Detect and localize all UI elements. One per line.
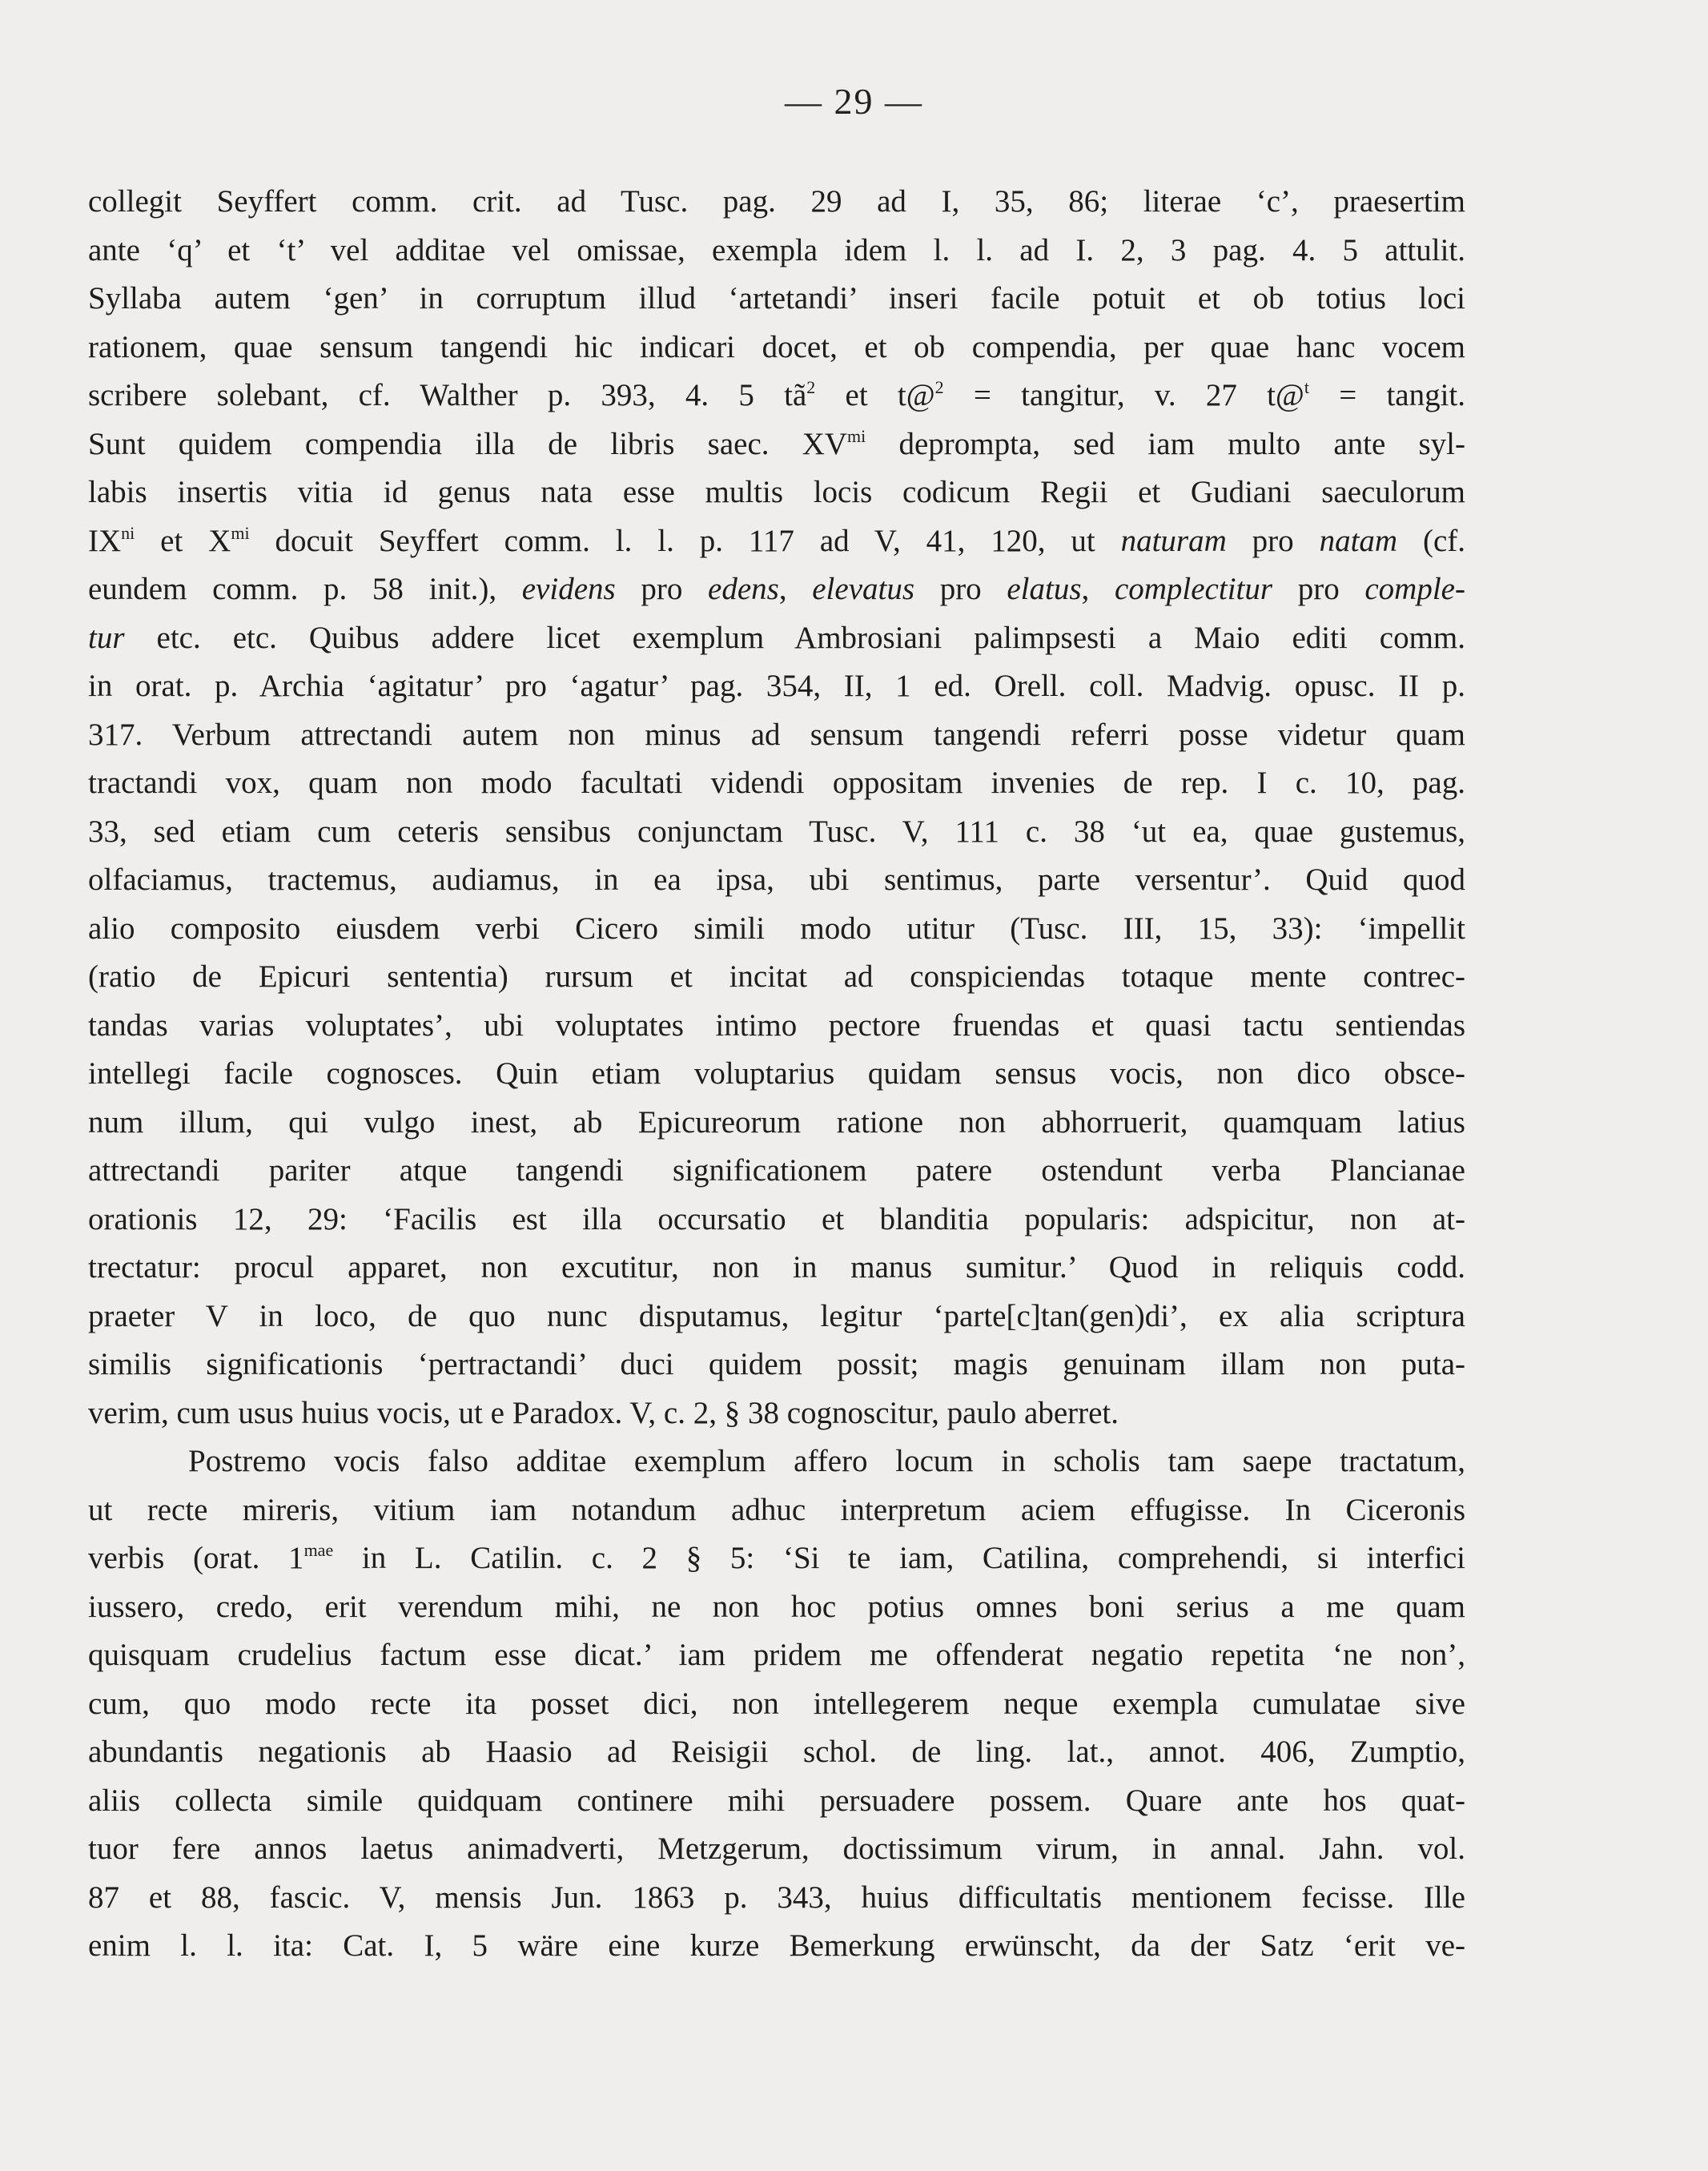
text-line: $IX^{ni}$ et $X^{mi}$ docuit Seyffert comm. l. l. p. 117 ad V, 41, 120, ut naturam pro natam (cf.	[88, 522, 1465, 558]
text-line: (ratio de Epicuri sententia) rursum et incitat ad conspiciendas totaque mente contrec-	[88, 959, 1465, 994]
text-line: verbis (orat. $1^{mae}$ in L. Catilin. c. 2 § 5: ‘Si te iam, Catilina, comprehendi, si interfici	[88, 1540, 1465, 1575]
text-line: attrectandi pariter atque tangendi significationem patere ostendunt verba Plancianae	[88, 1153, 1465, 1188]
text-line: enim l. l. ita: Cat. I, 5 wäre eine kurze Bemerkung erwünscht, da der Satz ‘erit ve-	[88, 1928, 1465, 1963]
text-line: abundantis negationis ab Haasio ad Reisigii schol. de ling. lat., annot. 406, Zumptio,	[88, 1735, 1465, 1769]
text-line: collegit Seyffert comm. crit. ad Tusc. pag. 29 ad I, 35, 86; literae ‘c’, praesertim	[88, 184, 1465, 219]
text-line: orationis 12, 29: ‘Facilis est illa occursatio et blanditia popularis: adspicitur, non at-	[88, 1201, 1465, 1236]
text-line: aliis collecta simile quidquam continere mihi persuadere possem. Quare ante hos quat-	[88, 1783, 1465, 1818]
text-line: 317. Verbum attrectandi autem non minus ad sensum tangendi referri posse videtur quam	[88, 717, 1465, 752]
text-line: similis significationis ‘pertractandi’ duci quidem possit; magis genuinam illam non puta-	[88, 1347, 1465, 1381]
text-line: in orat. p. Archia ‘agitatur’ pro ‘agatur’ pag. 354, II, 1 ed. Orell. coll. Madvig. opusc. II p.	[88, 669, 1465, 703]
text-line: alio composito eiusdem verbi Cicero simili modo utitur (Tusc. III, 15, 33): ‘impellit	[88, 911, 1465, 946]
text-line: tur etc. etc. Quibus addere licet exemplum Ambrosiani palimpsesti a Maio editi comm.	[88, 620, 1465, 655]
text-line: iussero, credo, erit verendum mihi, ne non hoc potius omnes boni serius a me quam	[88, 1589, 1465, 1624]
text-line: 87 et 88, fascic. V, mensis Jun. 1863 p. 343, huius difficultatis mentionem fecisse. Ille	[88, 1880, 1465, 1915]
text-line: tuor fere annos laetus animadverti, Metzgerum, doctissimum virum, in annal. Jahn. vol.	[88, 1831, 1465, 1866]
body-text	[88, 178, 1465, 1971]
text-line: cum, quo modo recte ita posset dici, non intellegerem neque exempla cumulatae sive	[88, 1686, 1465, 1721]
text-line: num illum, qui vulgo inest, ab Epicureorum ratione non abhorruerit, quamquam latius	[88, 1104, 1465, 1140]
text-line: labis insertis vitia id genus nata esse multis locis codicum Regii et Gudiani saeculorum	[88, 475, 1465, 509]
text-line: tractandi vox, quam non modo facultati videndi oppositam invenies de rep. I c. 10, pag.	[88, 766, 1465, 800]
text-line: trectatur: procul apparet, non excutitur, non in manus sumitur.’ Quod in reliquis codd.	[88, 1250, 1465, 1285]
text-line: rationem, quae sensum tangendi hic indicari docet, et ob compendia, per quae hanc vocem	[88, 329, 1465, 364]
text-line: ante ‘q’ et ‘t’ vel additae vel omissae, exempla idem l. l. ad I. 2, 3 pag. 4. 5 attulit.	[88, 232, 1465, 267]
page-number: — 29 —	[785, 81, 923, 122]
text-line: eundem comm. p. 58 init.), evidens pro edens, elevatus pro elatus, complectitur pro comple-	[88, 572, 1465, 606]
text-line: Sunt quidem compendia illa de libris saec. $XV^{mi}$ deprompta, sed iam multo ante syl-	[88, 425, 1465, 461]
text-line: ut recte mireris, vitium iam notandum adhuc interpretum aciem effugisse. In Ciceronis	[88, 1492, 1465, 1527]
text-line: tandas varias voluptates’, ubi voluptates intimo pectore fruendas et quasi tactu sentiendas	[88, 1007, 1465, 1043]
text-line: quisquam crudelius factum esse dicat.’ iam pridem me offenderat negatio repetita ‘ne non’,	[88, 1638, 1465, 1672]
text-line: 33, sed etiam cum ceteris sensibus conjunctam Tusc. V, 111 c. 38 ‘ut ea, quae gustemus,	[88, 814, 1465, 849]
text-line: olfaciamus, tractemus, audiamus, in ea ipsa, ubi sentimus, parte versentur’. Quid quod	[88, 862, 1465, 897]
text-line: praeter V in loco, de quo nunc disputamus, legitur ‘parte[c]tan(gen)di’, ex alia scriptura	[88, 1298, 1465, 1333]
text-line: intellegi facile cognosces. Quin etiam voluptarius quidam sensus vocis, non dico obsce-	[88, 1056, 1465, 1091]
text-line: Syllaba autem ‘gen’ in corruptum illud ‘artetandi’ inseri facile potuit et ob totius loci	[88, 281, 1465, 316]
text-line: verim, cum usus huius vocis, ut e Paradox. V, c. 2, § 38 cognoscitur, paulo aberret.	[88, 1395, 1119, 1430]
text-line: scribere solebant, cf. Walther p. 393, 4. 5 $tã^2$ et t@$^2$ = tangitur, v. 27 t@$^t$ = tangit.	[88, 377, 1465, 412]
paragraph-start-line: Postremo vocis falso additae exemplum affero locum in scholis tam saepe tractatum,	[188, 1444, 1465, 1478]
